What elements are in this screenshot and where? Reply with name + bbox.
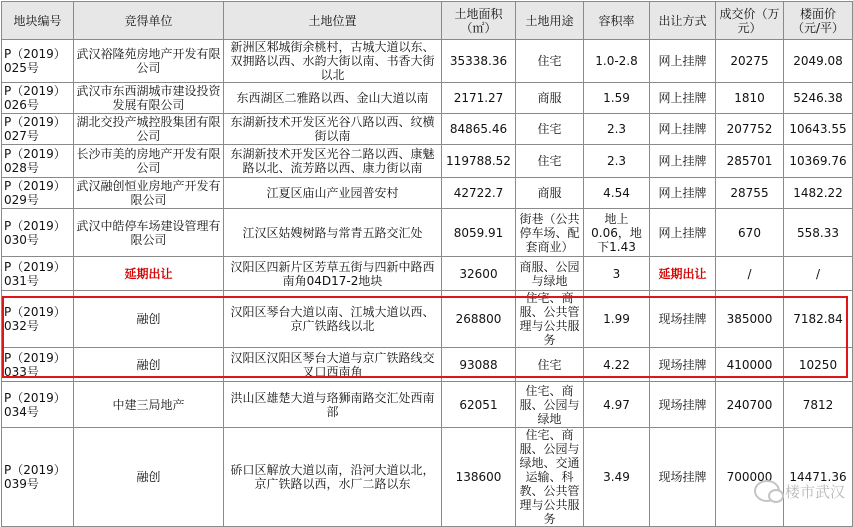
table-row (2, 382, 853, 428)
winning-company: 武汉市东西湖城市建设投资发展有限公司 (74, 83, 224, 114)
transfer-method: 现场挂牌 (650, 428, 716, 527)
table-row (2, 209, 853, 257)
winning-company: 长沙市美的房地产开发有限公司 (74, 145, 224, 178)
land-area: 35338.36 (442, 40, 516, 83)
land-location: 汉阳区汉阳区琴台大道与京广铁路线交叉口西南角 (224, 348, 442, 382)
winning-company: 武汉中皓停车场建设管理有限公司 (74, 209, 224, 257)
header-cell: 土地面积（㎡） (442, 2, 516, 40)
transfer-method: 网上挂牌 (650, 178, 716, 209)
parcel-id: P（2019）032号 (2, 291, 74, 348)
land-location: 汉阳区四新片区芳草五街与四新中路西南角04D17-2地块 (224, 257, 442, 291)
deal-price: 385000 (716, 291, 784, 348)
transfer-method: 现场挂牌 (650, 348, 716, 382)
land-location: 东西湖区二雅路以西、金山大道以南 (224, 83, 442, 114)
parcel-id: P（2019）025号 (2, 40, 74, 83)
floor-area-ratio: 3 (584, 257, 650, 291)
floor-price: 1482.22 (784, 178, 853, 209)
floor-price: 10643.55 (784, 114, 853, 145)
floor-price: 7182.84 (784, 291, 853, 348)
table-row (2, 83, 853, 114)
transfer-method: 网上挂牌 (650, 145, 716, 178)
parcel-id: P（2019）027号 (2, 114, 74, 145)
parcel-id: P（2019）033号 (2, 348, 74, 382)
land-area: 138600 (442, 428, 516, 527)
transfer-method: 网上挂牌 (650, 114, 716, 145)
deal-price: / (716, 257, 784, 291)
land-usage: 住宅、商服、公共管理与公共服务 (516, 291, 584, 348)
deal-price: 285701 (716, 145, 784, 178)
deal-price: 410000 (716, 348, 784, 382)
floor-area-ratio: 地上0.06，地下1.43 (584, 209, 650, 257)
deal-price: 240700 (716, 382, 784, 428)
land-usage: 街巷（公共停车场、配套商业） (516, 209, 584, 257)
land-location: 洪山区雄楚大道与珞狮南路交汇处西南部 (224, 382, 442, 428)
header-cell: 竞得单位 (74, 2, 224, 40)
parcel-id: P（2019）028号 (2, 145, 74, 178)
floor-price: 558.33 (784, 209, 853, 257)
parcel-id: P（2019）026号 (2, 83, 74, 114)
floor-area-ratio: 1.59 (584, 83, 650, 114)
table-row-highlighted (2, 348, 853, 382)
header-cell: 出让方式 (650, 2, 716, 40)
floor-area-ratio: 2.3 (584, 145, 650, 178)
table-row (2, 114, 853, 145)
winning-company: 武汉融创恒业房地产开发有限公司 (74, 178, 224, 209)
land-auction-table (1, 1, 853, 527)
land-area: 268800 (442, 291, 516, 348)
parcel-id: P（2019）029号 (2, 178, 74, 209)
land-area: 62051 (442, 382, 516, 428)
transfer-method: 网上挂牌 (650, 40, 716, 83)
land-area: 8059.91 (442, 209, 516, 257)
table-row (2, 178, 853, 209)
watermark (754, 480, 845, 502)
header-cell: 楼面价（元/平） (784, 2, 853, 40)
land-area: 42722.7 (442, 178, 516, 209)
land-area: 119788.52 (442, 145, 516, 178)
header-cell: 地块编号 (2, 2, 74, 40)
winning-company: 湖北交投产城控股集团有限公司 (74, 114, 224, 145)
winning-company: 武汉裕隆苑房地产开发有限公司 (74, 40, 224, 83)
land-area: 84865.46 (442, 114, 516, 145)
watermark-text: 楼市武汉 (784, 482, 845, 501)
header-cell: 土地用途 (516, 2, 584, 40)
floor-area-ratio: 3.49 (584, 428, 650, 527)
floor-area-ratio: 4.54 (584, 178, 650, 209)
header-cell: 容积率 (584, 2, 650, 40)
header-cell: 土地位置 (224, 2, 442, 40)
winning-company: 融创 (74, 348, 224, 382)
land-location: 汉阳区琴台大道以南、江城大道以西、京广铁路线以北 (224, 291, 442, 348)
parcel-id: P（2019）031号 (2, 257, 74, 291)
land-usage: 住宅 (516, 40, 584, 83)
deal-price: 207752 (716, 114, 784, 145)
table-row (2, 145, 853, 178)
land-usage: 住宅、商服、公园与绿地、交通运输、科教、公共管理与公共服务 (516, 428, 584, 527)
floor-price: 10369.76 (784, 145, 853, 178)
land-area: 93088 (442, 348, 516, 382)
winning-company: 融创 (74, 291, 224, 348)
winning-company: 延期出让 (74, 257, 224, 291)
floor-price: 14471.36 (784, 428, 853, 527)
land-area: 2171.27 (442, 83, 516, 114)
winning-company: 中建三局地产 (74, 382, 224, 428)
floor-area-ratio: 1.99 (584, 291, 650, 348)
table-row-highlighted (2, 291, 853, 348)
land-usage: 商服、公园与绿地 (516, 257, 584, 291)
floor-price: 7812 (784, 382, 853, 428)
floor-area-ratio: 4.97 (584, 382, 650, 428)
table-row (2, 257, 853, 291)
transfer-method: 现场挂牌 (650, 382, 716, 428)
land-usage: 住宅 (516, 114, 584, 145)
land-location: 江夏区庙山产业园普安村 (224, 178, 442, 209)
land-location: 东湖新技术开发区光谷二路以西、康魅路以北、流芳路以西、康力街以南 (224, 145, 442, 178)
floor-price: 10250 (784, 348, 853, 382)
deal-price: 20275 (716, 40, 784, 83)
transfer-method: 网上挂牌 (650, 83, 716, 114)
parcel-id: P（2019）034号 (2, 382, 74, 428)
land-usage: 住宅、商服、公园与绿地 (516, 382, 584, 428)
deal-price: 1810 (716, 83, 784, 114)
table-row (2, 40, 853, 83)
parcel-id: P（2019）030号 (2, 209, 74, 257)
deal-price: 670 (716, 209, 784, 257)
table-row (2, 428, 853, 527)
floor-price: 5246.38 (784, 83, 853, 114)
land-location: 东湖新技术开发区光谷八路以西、纹横街以南 (224, 114, 442, 145)
land-location: 硚口区解放大道以南，沿河大道以北，京广铁路以西，水厂二路以东 (224, 428, 442, 527)
wechat-icon (754, 480, 780, 502)
deal-price: 28755 (716, 178, 784, 209)
transfer-method: 现场挂牌 (650, 291, 716, 348)
table-header-row (2, 2, 853, 40)
transfer-method: 网上挂牌 (650, 209, 716, 257)
floor-area-ratio: 1.0-2.8 (584, 40, 650, 83)
transfer-method: 延期出让 (650, 257, 716, 291)
land-area: 32600 (442, 257, 516, 291)
land-usage: 住宅 (516, 348, 584, 382)
floor-price: 2049.08 (784, 40, 853, 83)
land-location: 新洲区邾城街余桃村，古城大道以东、双拥路以西、水韵大街以南、书香大街以北 (224, 40, 442, 83)
winning-company: 融创 (74, 428, 224, 527)
land-usage: 住宅 (516, 145, 584, 178)
land-location: 江汉区姑嫂树路与常青五路交汇处 (224, 209, 442, 257)
deal-price: 700000 (716, 428, 784, 527)
floor-area-ratio: 4.22 (584, 348, 650, 382)
land-usage: 商服 (516, 178, 584, 209)
floor-area-ratio: 2.3 (584, 114, 650, 145)
floor-price: / (784, 257, 853, 291)
parcel-id: P（2019）039号 (2, 428, 74, 527)
land-usage: 商服 (516, 83, 584, 114)
header-cell: 成交价（万元） (716, 2, 784, 40)
